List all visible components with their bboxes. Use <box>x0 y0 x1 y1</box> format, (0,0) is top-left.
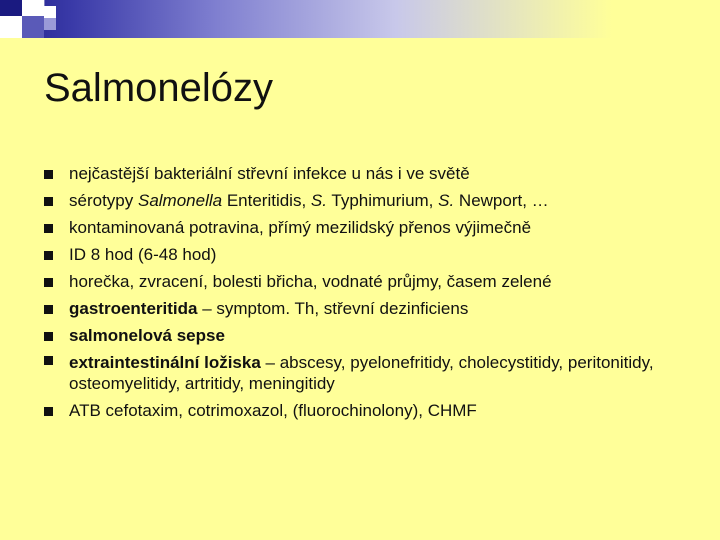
bullet-text: Typhimurium, <box>326 191 439 210</box>
bullet-text: – symptom. Th, střevní dezinficiens <box>197 299 469 318</box>
bullet-text: salmonelová sepse <box>69 326 225 345</box>
bullet-item <box>44 397 694 424</box>
bullet-marker <box>44 407 53 416</box>
decor-square <box>0 0 22 16</box>
decor-square <box>44 6 56 18</box>
bullet-text: nejčastější bakteriální střevní infekce u nás i ve světě <box>69 164 470 183</box>
decor-square <box>0 16 22 38</box>
bullet-marker <box>44 170 53 179</box>
bullet-item <box>44 187 694 214</box>
bullet-text: ID 8 hod (6-48 hod) <box>69 245 217 264</box>
bullet-item <box>44 241 694 268</box>
bullet-text: Salmonella <box>137 191 223 210</box>
bullet-text: ATB cefotaxim, cotrimoxazol, (fluorochinolony), CHMF <box>69 401 477 420</box>
bullet-text: horečka, zvracení, bolesti břicha, vodnaté průjmy, časem zelené <box>69 272 552 291</box>
bullet-marker <box>44 251 53 260</box>
bullet-text: S. <box>310 191 327 210</box>
bullet-item <box>44 349 694 397</box>
bullet-item <box>44 322 694 349</box>
bullet-marker <box>44 278 53 287</box>
header-band <box>0 0 720 38</box>
bullet-list <box>44 160 694 424</box>
bullet-marker <box>44 332 53 341</box>
bullet-text: sérotypy <box>69 191 138 210</box>
bullet-text: Enteritidis, <box>222 191 311 210</box>
bullet-text: S. <box>438 191 455 210</box>
bullet-text: extraintestinální ložiska <box>69 353 261 372</box>
bullet-marker <box>44 305 53 314</box>
bullet-text: Newport, … <box>454 191 549 210</box>
bullet-text: gastroenteritida <box>69 299 198 318</box>
decor-square <box>22 16 44 38</box>
bullet-marker <box>44 224 53 233</box>
bullet-item <box>44 295 694 322</box>
bullet-marker <box>44 356 53 365</box>
slide-title: Salmonelózy <box>44 66 274 110</box>
bullet-marker <box>44 197 53 206</box>
decor-square <box>44 18 56 30</box>
bullet-text: – abscesy, pyelonefritidy, cholecystitidy, peritonitidy, osteomyelitidy, artritidy, meningitidy <box>69 353 654 393</box>
bullet-item <box>44 214 694 241</box>
bullet-text: kontaminovaná potravina, přímý mezilidský přenos výjimečně <box>69 218 532 237</box>
decor-square <box>22 0 45 16</box>
bullet-item <box>44 160 694 187</box>
bullet-item <box>44 268 694 295</box>
